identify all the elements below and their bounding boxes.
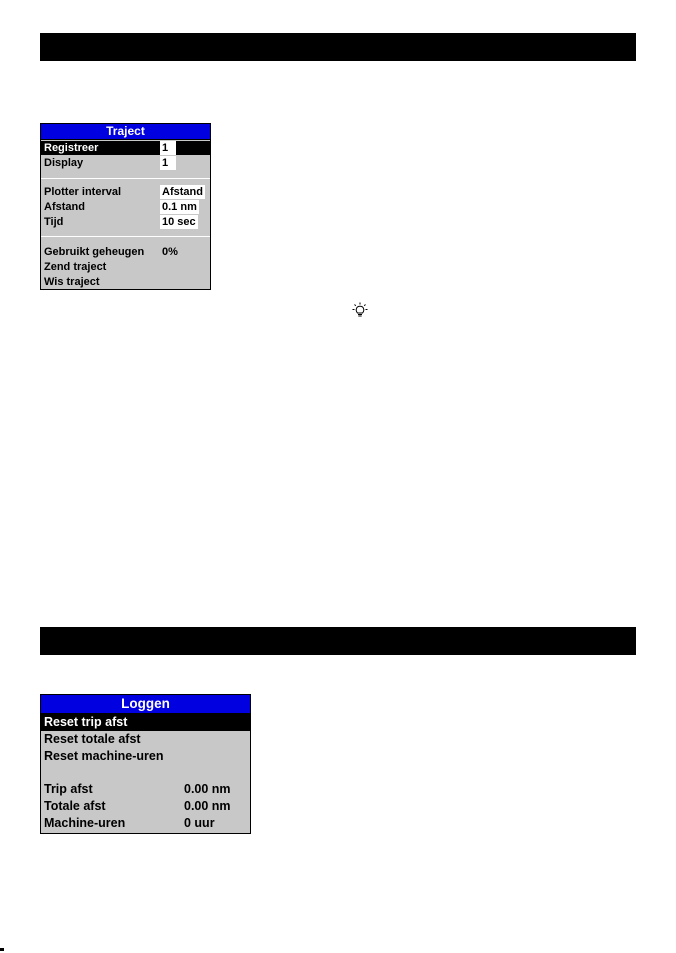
menu-item-label: Wis traject (44, 276, 100, 288)
info-label: Trip afst (44, 782, 93, 796)
tijd-value[interactable]: 10 sec (162, 216, 196, 228)
afstand-value[interactable]: 0.1 nm (162, 201, 197, 213)
menu-item-label: Afstand (44, 201, 85, 213)
menu-divider (41, 236, 210, 237)
trip-afst-value: 0.00 nm (184, 782, 231, 796)
info-label: Totale afst (44, 799, 106, 813)
menu-item-zend-traject[interactable] (41, 260, 210, 274)
gebruikt-geheugen-value: 0% (162, 246, 178, 258)
menu-item-label: Registreer (44, 142, 99, 154)
menu-item-reset-trip-afst[interactable] (41, 714, 250, 731)
info-label: Gebruikt geheugen (44, 246, 145, 258)
menu-item-tijd[interactable] (41, 215, 210, 229)
section-header-bar-loggen (40, 627, 636, 655)
display-value[interactable]: 1 (160, 156, 176, 170)
info-row-machine-uren (41, 815, 250, 832)
menu-item-label: Tijd (44, 216, 64, 228)
menu-item-label: Display (44, 157, 84, 169)
menu-item-label: Zend traject (44, 261, 107, 273)
lightbulb-icon (352, 302, 368, 320)
menu-item-wis-traject[interactable] (41, 275, 210, 289)
menu-item-plotter-interval[interactable] (41, 185, 210, 199)
machine-uren-value: 0 uur (184, 816, 215, 830)
traject-menu-panel (40, 123, 211, 290)
section-header-bar-traject (40, 33, 636, 61)
menu-item-reset-machine-uren[interactable] (41, 748, 250, 765)
menu-item-label: Reset trip afst (44, 715, 128, 729)
menu-item-registreer[interactable] (41, 141, 210, 155)
menu-item-label: Reset totale afst (44, 732, 141, 746)
info-row-gebruikt-geheugen (41, 245, 210, 259)
menu-item-display[interactable] (41, 156, 210, 170)
info-row-trip-afst (41, 781, 250, 798)
menu-item-label: Reset machine-uren (44, 749, 164, 763)
loggen-menu-title: Loggen (41, 695, 250, 714)
page-edge-mark (0, 948, 4, 951)
plotter-interval-value[interactable]: Afstand (162, 186, 203, 198)
menu-divider (41, 178, 210, 179)
info-row-totale-afst (41, 798, 250, 815)
loggen-menu-panel (40, 694, 251, 834)
info-label: Machine-uren (44, 816, 126, 830)
registreer-value[interactable]: 1 (160, 141, 176, 155)
menu-item-label: Plotter interval (44, 186, 122, 198)
menu-item-reset-totale-afst[interactable] (41, 731, 250, 748)
traject-menu-title: Traject (41, 124, 210, 140)
menu-item-afstand[interactable] (41, 200, 210, 214)
totale-afst-value: 0.00 nm (184, 799, 231, 813)
